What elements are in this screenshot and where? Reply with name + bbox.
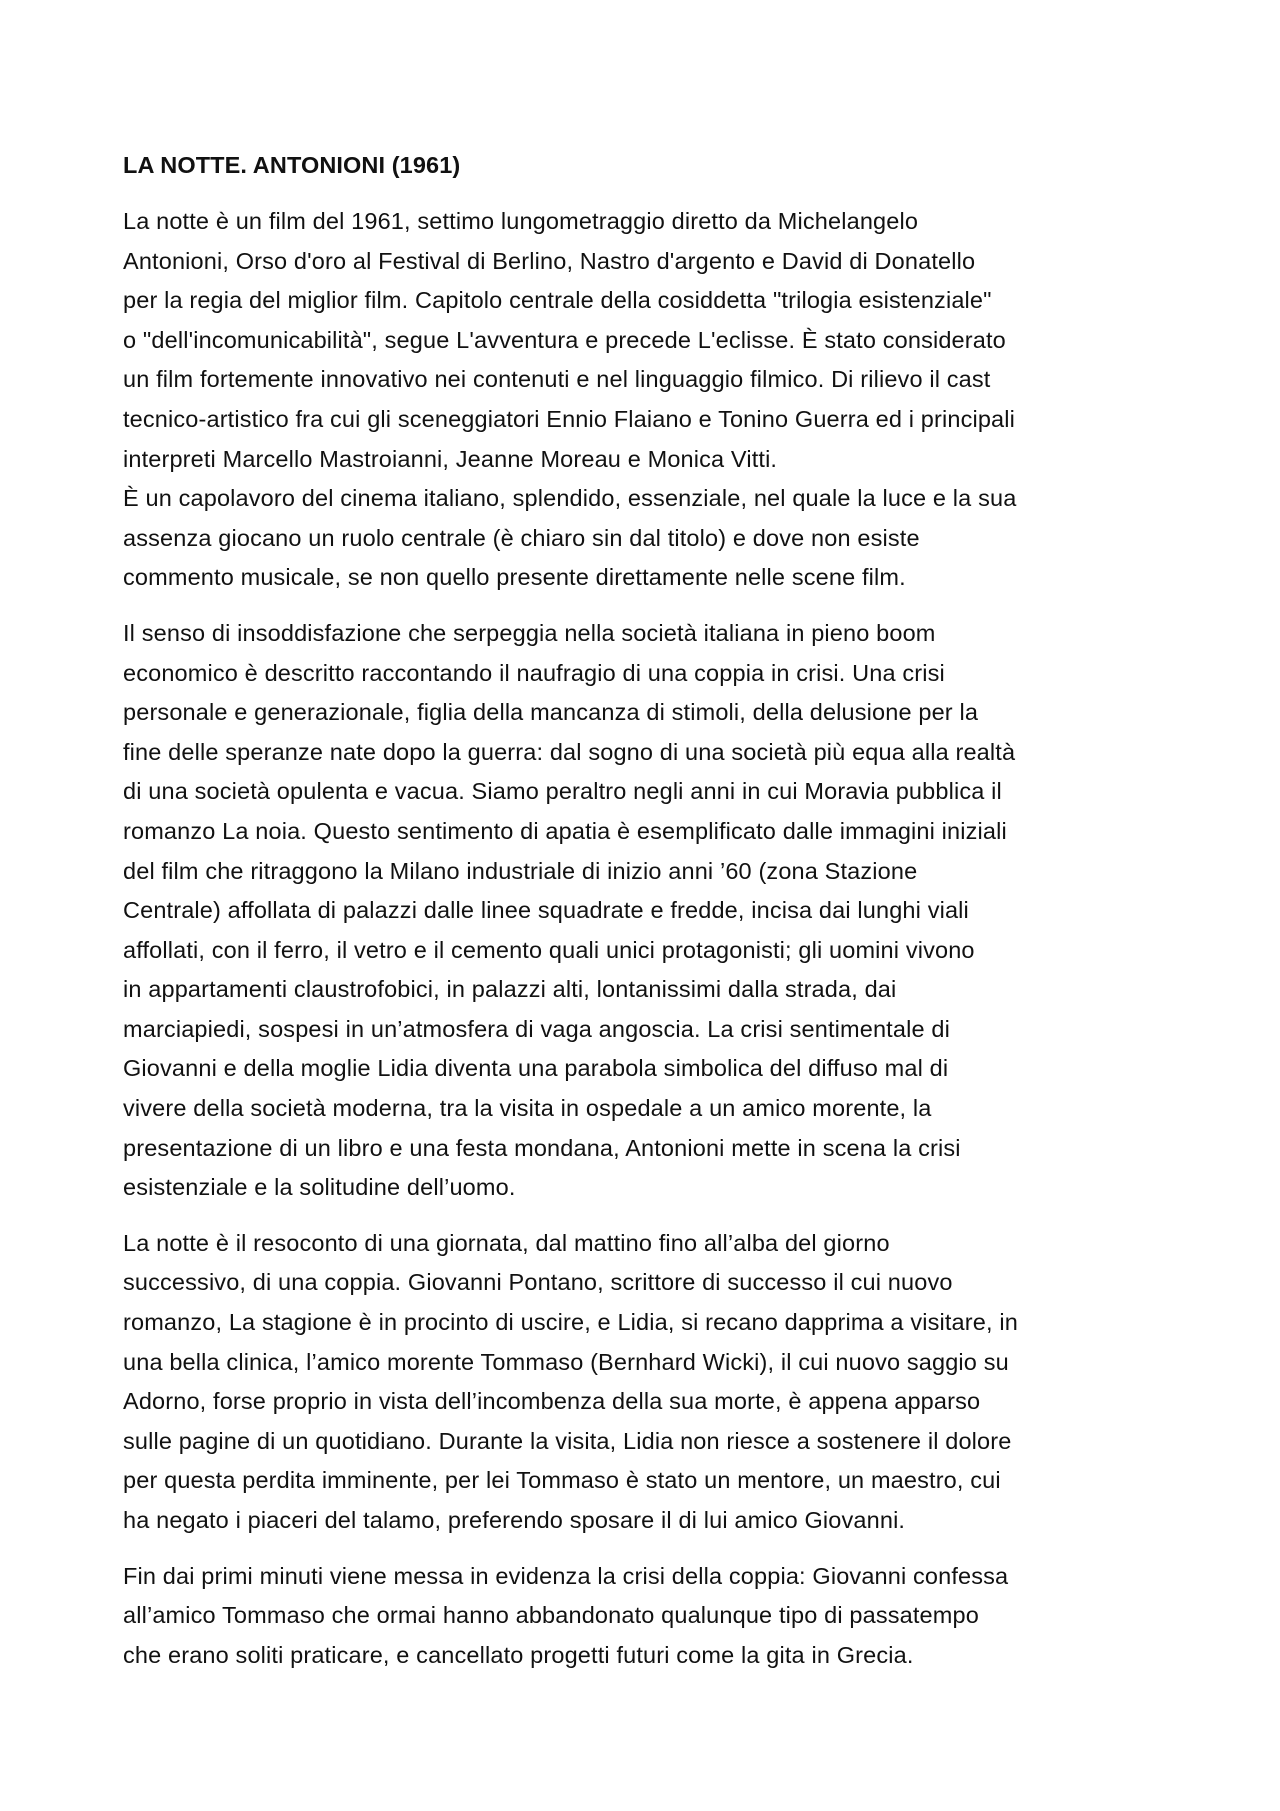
text-line: interpreti Marcello Mastroianni, Jeanne Moreau e Monica Vitti.: [123, 445, 778, 472]
text-line: Adorno, forse proprio in vista dell’incombenza della sua morte, è appena apparso: [123, 1388, 981, 1415]
text-line: sulle pagine di un quotidiano. Durante la visita, Lidia non riesce a sostenere il dolore: [123, 1427, 1012, 1454]
text-line: fine delle speranze nate dopo la guerra: dal sogno di una società più equa alla realtà: [123, 738, 1016, 765]
text-line: che erano soliti praticare, e cancellato progetti futuri come la gita in Grecia.: [123, 1641, 914, 1668]
text-line: personale e generazionale, figlia della mancanza di stimoli, della delusione per la: [123, 699, 979, 726]
text-line: Fin dai primi minuti viene messa in evidenza la crisi della coppia: Giovanni confessa: [123, 1562, 1009, 1589]
text-line: economico è descritto raccontando il naufragio di una coppia in crisi. Una crisi: [123, 659, 945, 686]
text-line: assenza giocano un ruolo centrale (è chiaro sin dal titolo) e dove non esiste: [123, 524, 920, 551]
text-line: Antonioni, Orso d'oro al Festival di Berlino, Nastro d'argento e David di Donatello: [123, 247, 976, 274]
text-line: esistenziale e la solitudine dell’uomo.: [123, 1174, 516, 1201]
text-line: vivere della società moderna, tra la visita in ospedale a un amico morente, la: [123, 1095, 932, 1122]
document-page: [123, 150, 1168, 1691]
document-title: LA NOTTE. ANTONIONI (1961): [123, 152, 461, 178]
text-line: tecnico-artistico fra cui gli sceneggiatori Ennio Flaiano e Tonino Guerra ed i principali: [123, 405, 1016, 432]
text-line: una bella clinica, l’amico morente Tommaso (Bernhard Wicki), il cui nuovo saggio su: [123, 1348, 1009, 1375]
text-line: all’amico Tommaso che ormai hanno abbandonato qualunque tipo di passatempo: [123, 1602, 979, 1629]
text-line: in appartamenti claustrofobici, in palazzi alti, lontanissimi dalla strada, dai: [123, 976, 897, 1003]
text-line: commento musicale, se non quello presente direttamente nelle scene film.: [123, 564, 906, 591]
text-line: ha negato i piaceri del talamo, preferendo sposare il di lui amico Giovanni.: [123, 1507, 906, 1533]
text-line: di una società opulenta e vacua. Siamo peraltro negli anni in cui Moravia pubblica il: [123, 778, 1002, 805]
text-line: romanzo, La stagione è in procinto di uscire, e Lidia, si recano dapprima a visitare, in: [123, 1309, 1018, 1336]
text-line: La notte è un film del 1961, settimo lungometraggio diretto da Michelangelo: [123, 208, 919, 234]
text-line: per la regia del miglior film. Capitolo centrale della cosiddetta "trilogia esistenziale": [123, 287, 992, 314]
text-line: o "dell'incomunicabilità", segue L'avventura e precede L'eclisse. È stato considerato: [123, 326, 1006, 353]
text-line: successivo, di una coppia. Giovanni Pontano, scrittore di successo il cui nuovo: [123, 1269, 953, 1296]
text-line: un film fortemente innovativo nei contenuti e nel linguaggio filmico. Di rilievo il cast: [123, 366, 991, 393]
paragraph: [123, 1224, 1168, 1541]
text-line: per questa perdita imminente, per lei Tommaso è stato un mentore, un maestro, cui: [123, 1467, 1001, 1494]
text-line: marciapiedi, sospesi in un’atmosfera di vaga angoscia. La crisi sentimentale di: [123, 1015, 950, 1042]
text-line: del film che ritraggono la Milano industriale di inizio anni ’60 (zona Stazione: [123, 857, 918, 884]
text-line: Il senso di insoddisfazione che serpeggia nella società italiana in pieno boom: [123, 619, 936, 646]
document-body: [123, 202, 1168, 1675]
text-line: romanzo La noia. Questo sentimento di apatia è esemplificato dalle immagini iniziali: [123, 817, 1007, 844]
text-line: affollati, con il ferro, il vetro e il cemento quali unici protagonisti; gli uomini vivono: [123, 936, 975, 963]
paragraph: [123, 1557, 1168, 1676]
paragraph: [123, 614, 1168, 1208]
text-line: È un capolavoro del cinema italiano, splendido, essenziale, nel quale la luce e la sua: [123, 485, 1017, 512]
text-line: Giovanni e della moglie Lidia diventa una parabola simbolica del diffuso mal di: [123, 1055, 949, 1082]
paragraph: [123, 202, 1168, 598]
text-line: La notte è il resoconto di una giornata, dal mattino fino all’alba del giorno: [123, 1229, 890, 1256]
text-line: Centrale) affollata di palazzi dalle linee squadrate e fredde, incisa dai lunghi viali: [123, 897, 969, 924]
text-line: presentazione di un libro e una festa mondana, Antonioni mette in scena la crisi: [123, 1134, 961, 1161]
